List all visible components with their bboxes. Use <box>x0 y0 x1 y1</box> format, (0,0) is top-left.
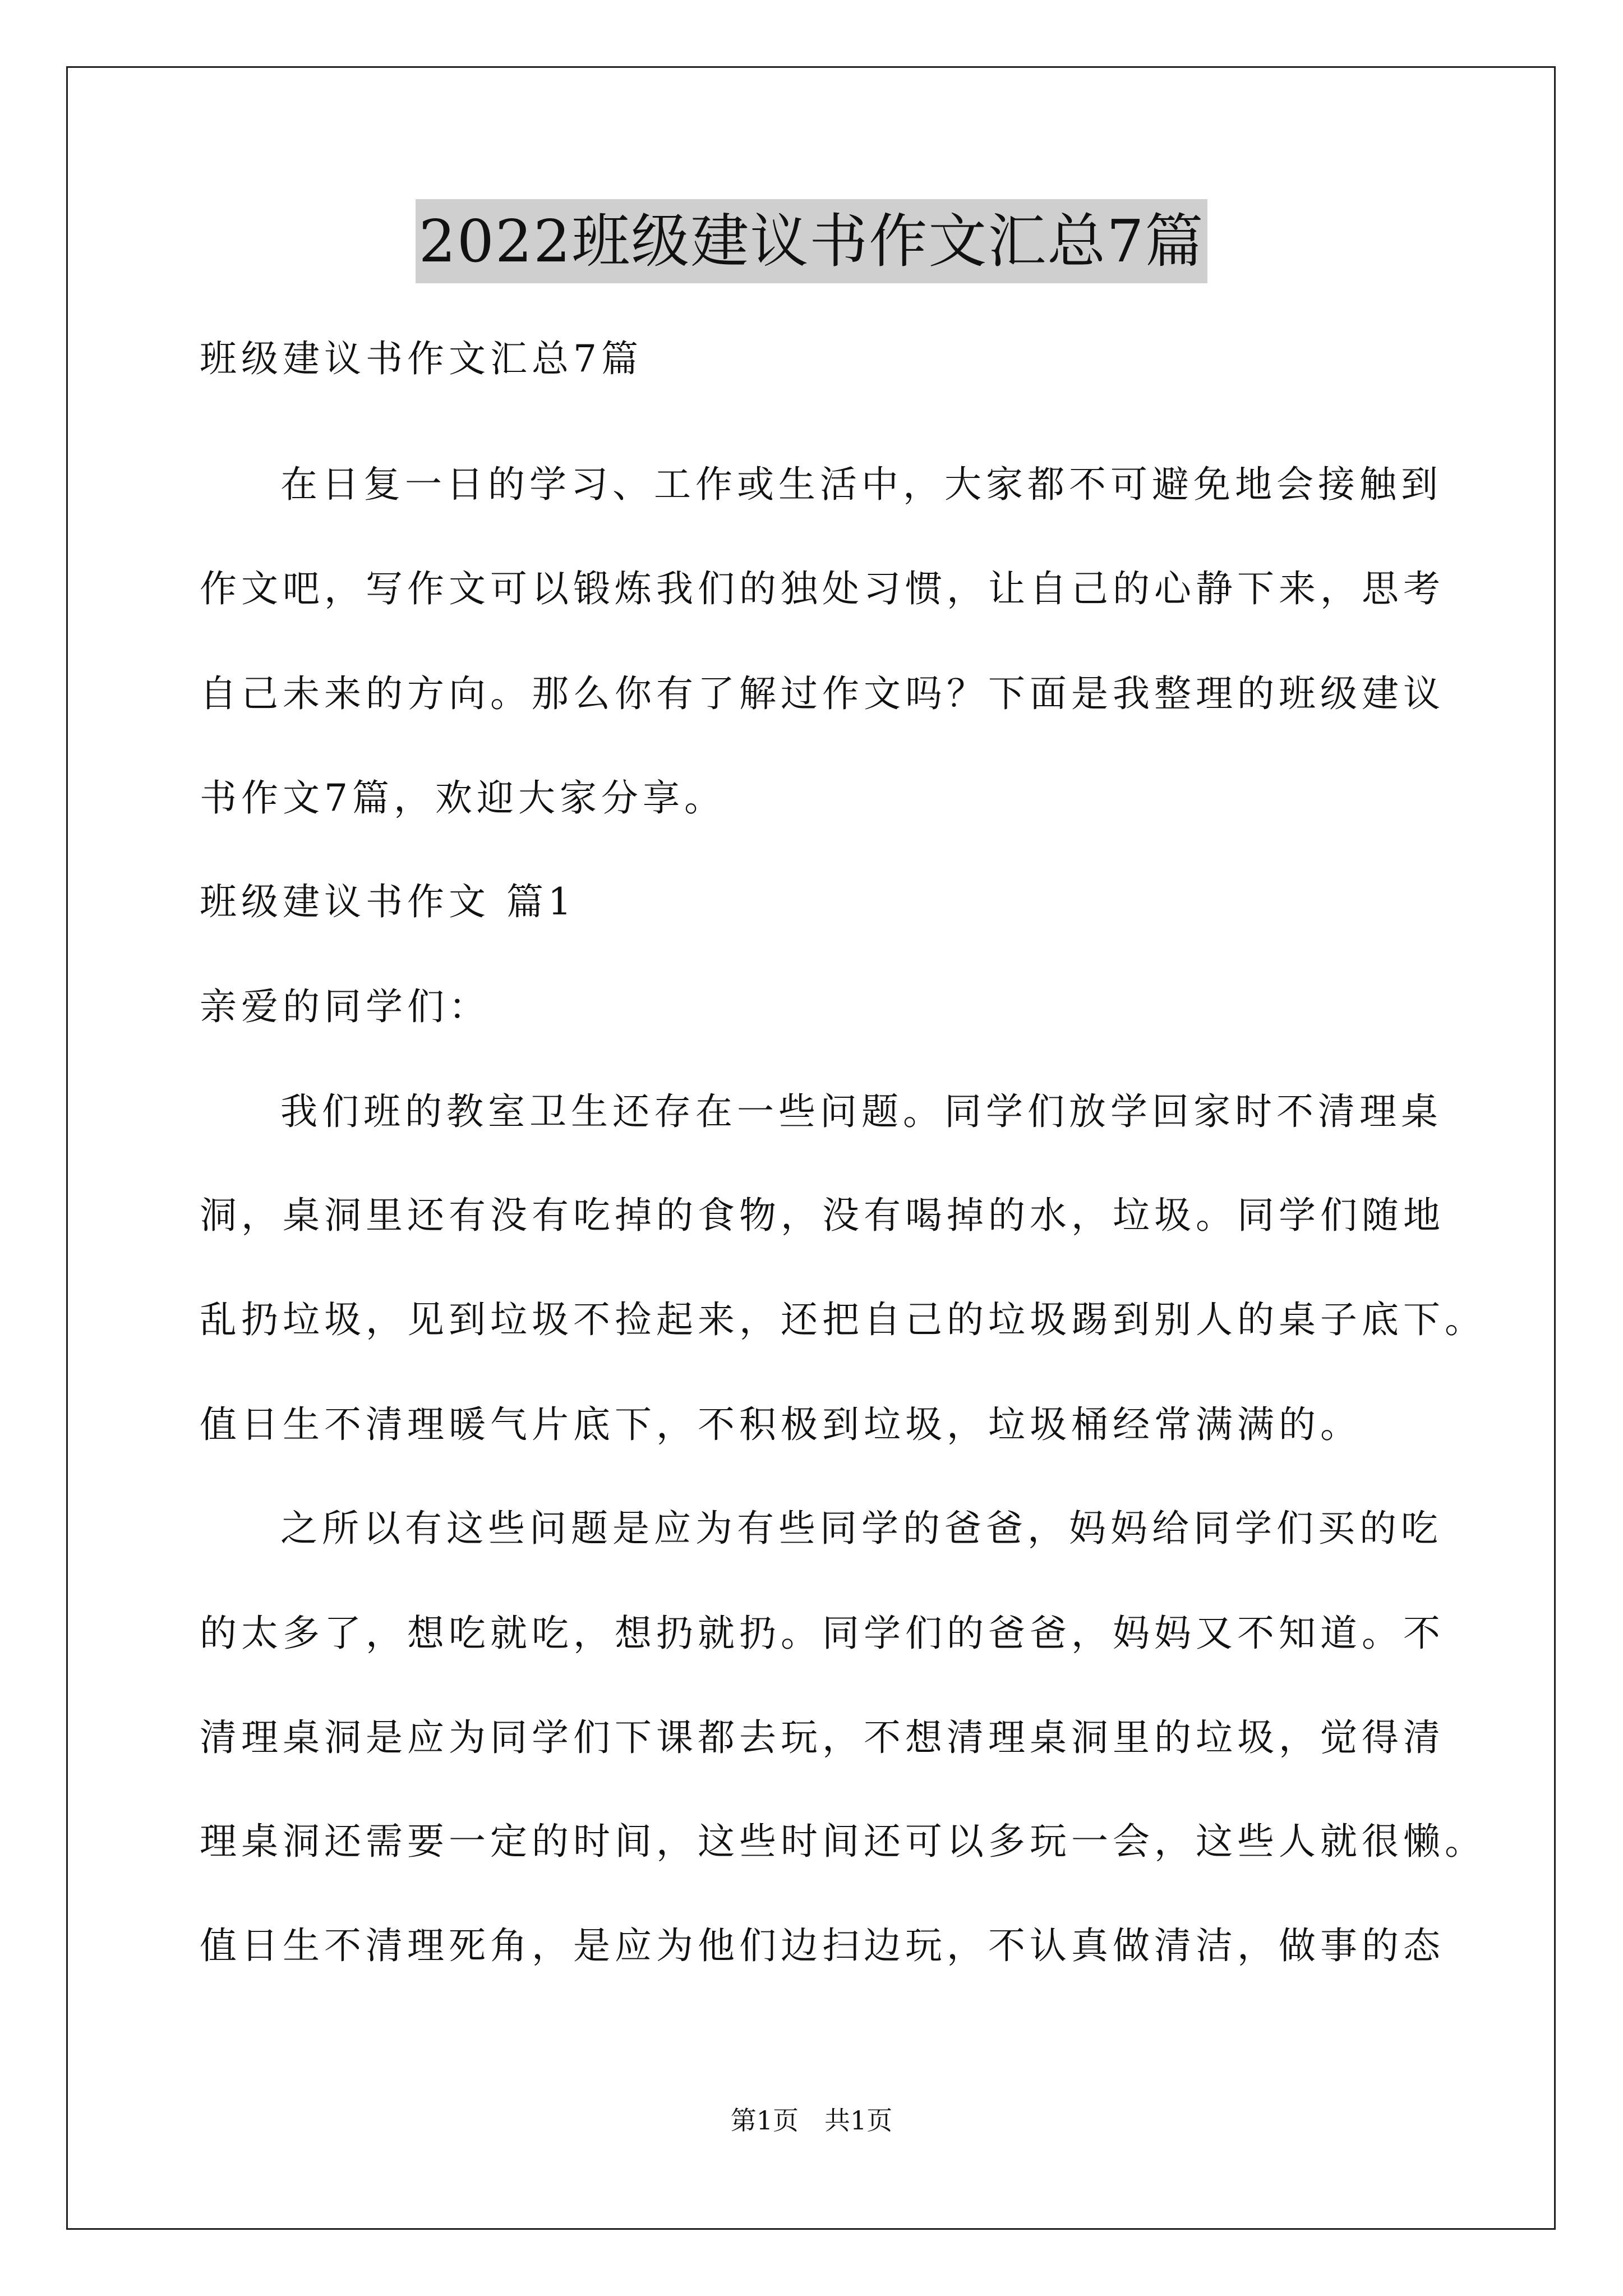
body-line-3: 乱扔垃圾，见到垃圾不捡起来，还把自己的垃圾踢到别人的桌子底下。 <box>200 1298 1486 1341</box>
document-title-text: 2022班级建议书作文汇总7篇 <box>416 199 1208 283</box>
body-line-9: 值日生不清理死角，是应为他们边扫边玩，不认真做清洁，做事的态 <box>200 1924 1445 1967</box>
body-line-2: 洞，桌洞里还有没有吃掉的食物，没有喝掉的水，垃圾。同学们随地 <box>200 1194 1445 1237</box>
body-line-5: 之所以有这些问题是应为有些同学的爸爸，妈妈给同学们买的吃 <box>280 1507 1442 1550</box>
salutation-line: 亲爱的同学们： <box>200 985 490 1028</box>
section-heading: 班级建议书作文 篇1 <box>200 880 576 923</box>
intro-line-1: 在日复一日的学习、工作或生活中，大家都不可避免地会接触到 <box>280 463 1442 506</box>
body-line-4: 值日生不清理暖气片底下，不积极到垃圾，垃圾桶经常满满的。 <box>200 1403 1362 1446</box>
body-line-8: 理桌洞还需要一定的时间，这些时间还可以多玩一会，这些人就很懒。 <box>200 1820 1486 1863</box>
body-line-6: 的太多了，想吃就吃，想扔就扔。同学们的爸爸，妈妈又不知道。不 <box>200 1612 1445 1655</box>
page-border <box>66 66 1556 2230</box>
body-line-1: 我们班的教室卫生还存在一些问题。同学们放学回家时不清理桌 <box>280 1090 1442 1133</box>
intro-line-3: 自己未来的方向。那么你有了解过作文吗？下面是我整理的班级建议 <box>200 672 1445 715</box>
intro-line-2: 作文吧，写作文可以锻炼我们的独处习惯，让自己的心静下来，思考 <box>200 567 1445 610</box>
body-line-7: 清理桌洞是应为同学们下课都去玩，不想清理桌洞里的垃圾，觉得清 <box>200 1716 1445 1759</box>
subtitle-line: 班级建议书作文汇总7篇 <box>200 337 643 380</box>
document-title <box>0 199 1623 283</box>
intro-line-4: 书作文7篇，欢迎大家分享。 <box>200 776 726 820</box>
page-footer: 第1页 共1页 <box>730 2105 893 2136</box>
